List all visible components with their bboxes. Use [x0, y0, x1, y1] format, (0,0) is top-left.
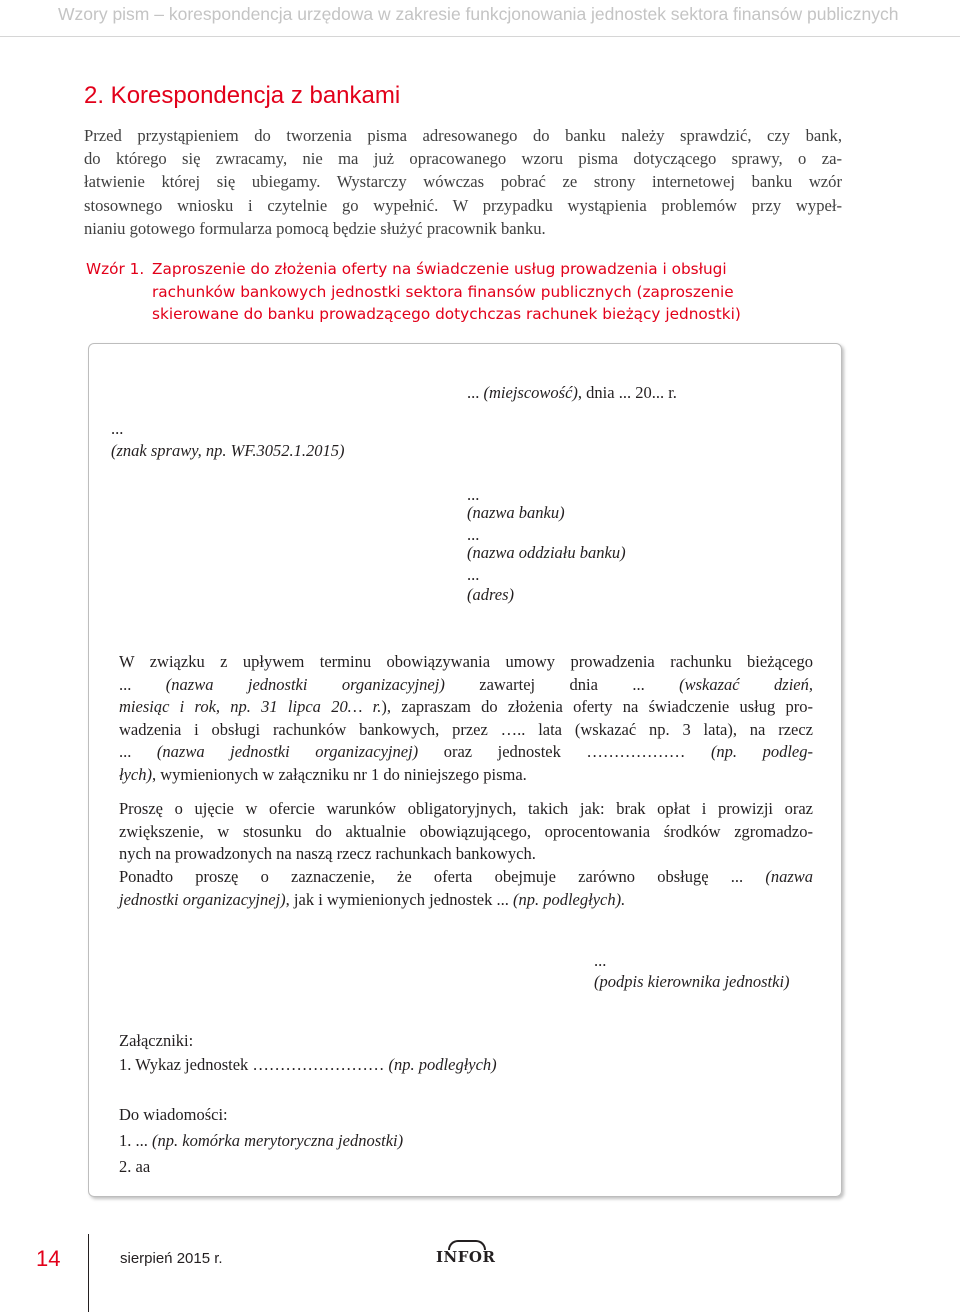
address-dots: ... [467, 565, 480, 584]
attachments-title: Załączniki: [119, 1031, 194, 1050]
cc-item-1 [119, 1130, 403, 1152]
text-run: ... [119, 674, 166, 694]
template-label: Wzór 1. [86, 260, 145, 278]
letter-paragraph-1 [119, 651, 813, 787]
logo-text: INFOR [436, 1248, 496, 1266]
signature-dots: ... [594, 951, 607, 970]
letter-template-box [88, 343, 842, 1197]
paragraph-line [119, 674, 813, 697]
paragraph-line [119, 719, 813, 742]
text-run: (np. podleg- [710, 742, 813, 762]
branch-name-label: (nazwa oddziału banku) [467, 543, 626, 562]
text-run: łych) [119, 764, 152, 784]
paragraph-line [119, 866, 813, 889]
branch-name-dots: ... [467, 525, 480, 544]
text-run: (nazwa [765, 867, 813, 886]
address-label: (adres) [467, 585, 515, 604]
text-run: miesiąc i rok, np. 31 lipca 20… r. [119, 697, 382, 717]
bank-name-dots: ... [467, 485, 480, 504]
page-number: 14 [36, 1246, 61, 1271]
text-run: (np. podległych). [512, 889, 626, 909]
cc-item-1-text: 1. ... [119, 1131, 152, 1150]
text-run: jednostki organizacyjnej) [119, 889, 286, 909]
attachment-item-1-text: 1. Wykaz jednostek …………………… [119, 1055, 385, 1074]
template-title [152, 258, 741, 326]
letter-paragraph-3 [119, 866, 813, 911]
cc-item-1-note: (np. komórka merytoryczna jednostki) [152, 1131, 404, 1150]
template-title-line: rachunków bankowych jednostki sektora finansów publicznych (zaproszenie [152, 282, 734, 301]
paragraph-line [119, 764, 813, 787]
text-run: wadzenia i obsługi rachunków bankowych, przez ….. lata (wskazać np. 3 lata), na rzecz [119, 719, 813, 739]
template-heading [86, 258, 846, 326]
cc-item-2: 2. aa [119, 1157, 151, 1176]
section-title: 2. Korespondencja z bankami [84, 82, 401, 109]
issue-date: sierpień 2015 r. [120, 1250, 223, 1267]
cc-title: Do wiadomości: [119, 1105, 228, 1124]
template-title-line: Zaproszenie do złożenia oferty na świadczenie usług prowadzenia i obsługi [152, 260, 727, 278]
date-placeholder: , dnia ... 20... r. [577, 383, 677, 402]
place-date-dots: ... [467, 383, 484, 402]
text-run: , jak i wymienionych jednostek ... [285, 889, 513, 909]
publisher-logo [436, 1240, 494, 1274]
attachment-item-1-note: (np. podległych) [388, 1055, 497, 1074]
paragraph-line [119, 741, 813, 764]
text-run: zwiększenie, w stosunku do aktualnie obowiązującego, oprocentowania środków zgromadzo- [119, 821, 813, 841]
case-dots: ... [111, 419, 124, 438]
text-run: (nazwa jednostki organizacyjnej) [165, 674, 445, 694]
paragraph-line [119, 843, 813, 866]
paragraph-line [119, 889, 813, 912]
paragraph-line [119, 651, 813, 674]
intro-paragraph [84, 124, 842, 240]
attachment-item-1 [119, 1054, 497, 1076]
text-run: (nazwa jednostki organizacyjnej) [156, 742, 419, 762]
letter-paragraph-2 [119, 798, 813, 866]
template-title-line: skierowane do banku prowadzącego dotychczas rachunek bieżący jednostki) [152, 305, 741, 324]
text-run: ... [119, 742, 157, 762]
footer-divider [88, 1234, 89, 1312]
running-title: Wzory pism – korespondencja urzędowa w zakresie funkcjonowania jednostek sektora finansów publicznych [58, 4, 899, 24]
intro-line: nianiu gotowego formularza pomocą będzie służyć pracownik banku. [84, 218, 546, 238]
text-run: ), zapraszam do złożenia oferty na świadczenie usług pro- [381, 697, 814, 717]
intro-line: Przed przystąpieniem do tworzenia pisma adresowanego do banku należy sprawdzić, czy bank, [84, 126, 842, 145]
text-run: Proszę o ujęcie w ofercie warunków obligatoryjnych, takich jak: brak opłat i prowizji oraz [119, 799, 813, 818]
text-run: W związku z upływem terminu obowiązywania umowy prowadzenia rachunku bieżącego [119, 652, 813, 671]
text-run: , wymienionych w załączniku nr 1 do niniejszego pisma. [151, 764, 527, 784]
bank-name-label: (nazwa banku) [467, 503, 565, 522]
running-header [0, 0, 960, 37]
text-run: zawartej dnia ... [444, 674, 680, 694]
signature-label: (podpis kierownika jednostki) [594, 972, 790, 991]
text-run: Ponadto proszę o zaznaczenie, że oferta obejmuje zarówno obsługę ... [119, 867, 766, 886]
intro-line: do którego się zwracamy, nie ma już opracowanego wzoru pisma dotyczącego sprawy, o za- [84, 149, 842, 169]
text-run: oraz jednostek ……………… [418, 742, 711, 762]
place-label: (miejscowość) [483, 383, 578, 402]
paragraph-line [119, 821, 813, 844]
text-run: nych na prowadzonych na naszą rzecz rachunkach bankowych. [119, 844, 536, 864]
case-number-label: (znak sprawy, np. WF.3052.1.2015) [111, 441, 345, 460]
place-date-line [467, 382, 677, 404]
paragraph-line [119, 696, 813, 719]
intro-line: łatwienie której się ubiegamy. Wystarczy wówczas pobrać ze strony internetowej banku wzór [84, 172, 842, 192]
text-run: (wskazać dzień, [679, 674, 813, 694]
intro-line: stosownego wniosku i czytelnie go wypełnić. W przypadku wystąpienia problemów przy wypeł- [84, 195, 842, 215]
paragraph-line [119, 798, 813, 821]
